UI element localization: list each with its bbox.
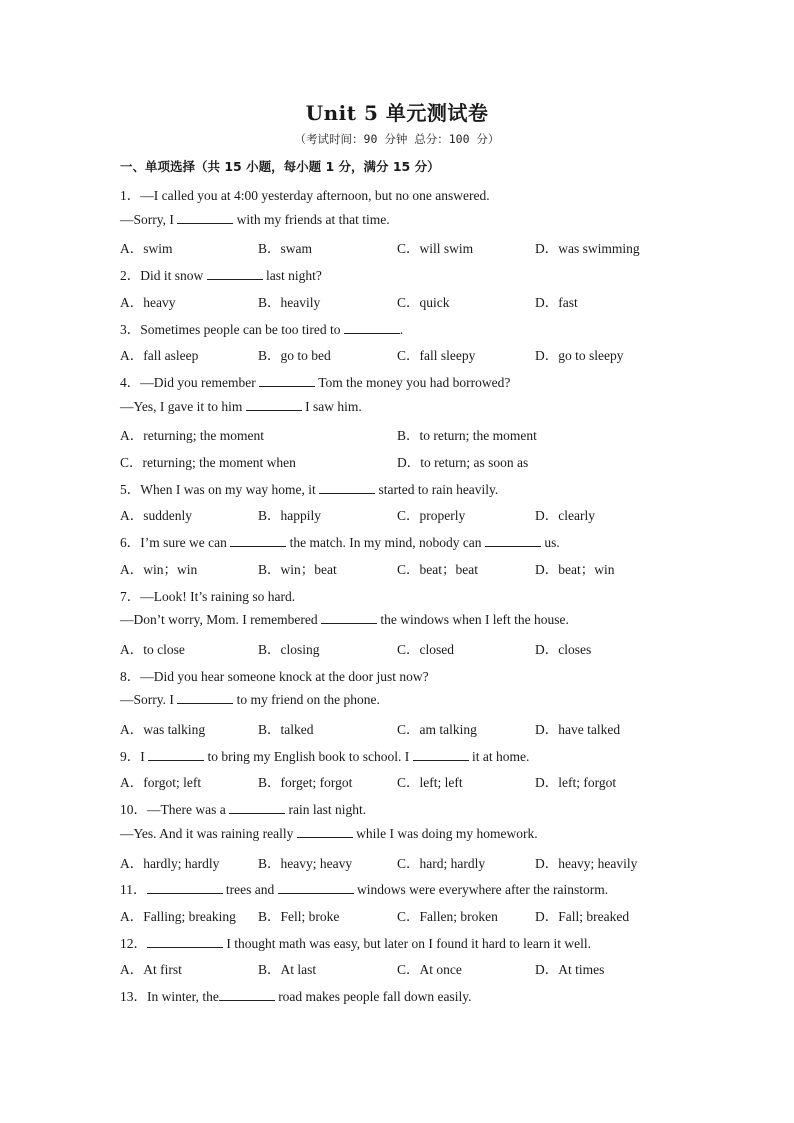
question-text: to my friend on the phone. xyxy=(233,692,380,708)
question-text: last night? xyxy=(262,268,322,284)
question-4-line xyxy=(120,398,362,415)
answer-option: B．go to bed xyxy=(258,348,331,364)
answer-blank xyxy=(230,534,286,547)
question-text: while I was doing my homework. xyxy=(352,825,538,841)
answer-option: A．suddenly xyxy=(120,508,192,524)
question-12-line xyxy=(120,932,591,952)
answer-blank xyxy=(207,267,263,280)
answer-option: D．to return; as soon as xyxy=(397,455,529,470)
section-heading: 一、单项选择（共 15 小题，每小题 1 分，满分 15 分） xyxy=(120,159,440,174)
answer-option: A．heavy xyxy=(120,294,176,310)
answer-option: A．returning; the moment xyxy=(120,428,264,444)
question-11-line xyxy=(120,878,608,898)
question-text: trees and xyxy=(222,882,278,898)
answer-option: A．swim xyxy=(120,241,173,257)
answer-blank xyxy=(321,611,377,624)
question-6-line xyxy=(120,531,560,551)
answer-blank xyxy=(297,825,353,838)
question-text: —Yes. And it was raining really xyxy=(120,825,297,841)
answer-blank xyxy=(148,748,204,761)
answer-blank xyxy=(229,801,285,814)
answer-option: B．heavily xyxy=(258,294,321,310)
question-text: —Sorry. I xyxy=(120,692,178,708)
question-10-line xyxy=(120,825,538,842)
question-text: started to rain heavily. xyxy=(375,481,499,497)
answer-blank xyxy=(485,534,541,547)
question-text: windows were everywhere after the rainstorm. xyxy=(353,882,609,898)
answer-blank xyxy=(259,374,315,387)
question-2-line xyxy=(120,264,322,284)
answer-blank xyxy=(177,691,233,704)
answer-blank xyxy=(278,881,354,894)
question-1-line xyxy=(120,184,490,204)
question-text: the windows when I left the house. xyxy=(376,612,569,628)
question-10-line xyxy=(120,798,366,818)
question-4-line xyxy=(120,371,510,391)
answer-option: B．Fell; broke xyxy=(258,908,340,924)
question-text: —Don’t worry, Mom. I remembered xyxy=(120,612,321,628)
answer-option: A．fall asleep xyxy=(120,348,199,364)
answer-option: B．win；beat xyxy=(258,561,337,577)
answer-option: C．At once xyxy=(397,962,462,978)
answer-blank xyxy=(177,211,233,224)
answer-option: D．Fall; breaked xyxy=(535,908,630,924)
answer-option: A．Falling; breaking xyxy=(120,908,236,924)
answer-blank xyxy=(147,935,223,948)
answer-blank xyxy=(344,321,400,334)
question-3-line xyxy=(120,318,403,338)
answer-option: B．At last xyxy=(258,962,317,978)
question-text: I saw him. xyxy=(301,398,362,414)
answer-option: B．swam xyxy=(258,241,312,257)
answer-option: D．fast xyxy=(535,294,578,310)
question-13-line xyxy=(120,985,472,1005)
question-text: it at home. xyxy=(468,748,530,764)
answer-option: C．returning; the moment when xyxy=(120,455,296,470)
answer-option: C．will swim xyxy=(397,241,474,257)
question-text: 5．When I was on my way home, it xyxy=(120,481,320,497)
question-text: 10．—There was a xyxy=(120,802,230,818)
answer-option: A．hardly; hardly xyxy=(120,855,220,871)
question-text: I thought math was easy, but later on I found it hard to learn it well. xyxy=(223,935,592,951)
answer-option: C．properly xyxy=(397,508,466,524)
answer-blank xyxy=(219,988,275,1001)
answer-option: D．closes xyxy=(535,641,592,657)
answer-option: C．Fallen; broken xyxy=(397,908,498,924)
question-1-line xyxy=(120,211,390,228)
answer-option: A．was talking xyxy=(120,722,206,737)
question-7-line xyxy=(120,611,569,628)
answer-option: B．happily xyxy=(258,508,321,524)
question-5-line xyxy=(120,478,498,498)
answer-option: C．quick xyxy=(397,294,450,310)
question-text: 8．—Did you hear someone knock at the door just now? xyxy=(120,668,429,684)
question-text: —Sorry, I xyxy=(120,211,178,227)
question-8-line xyxy=(120,691,380,708)
answer-option: B．heavy; heavy xyxy=(258,855,353,871)
answer-option: D．heavy; heavily xyxy=(535,855,638,871)
question-text: with my friends at that time. xyxy=(233,211,390,227)
answer-option: D．have talked xyxy=(535,722,621,737)
question-text: 12． xyxy=(120,935,147,951)
exam-info: （考试时间：90 分钟 总分：100 分） xyxy=(294,132,500,146)
question-text: 11． xyxy=(120,882,147,898)
answer-option: B．closing xyxy=(258,641,320,657)
question-text: 7．—Look! It’s raining so hard. xyxy=(120,588,296,604)
answer-option: D．was swimming xyxy=(535,241,640,257)
question-text: 1．—I called you at 4:00 yesterday afternoon, but no one answered. xyxy=(120,188,490,203)
question-text: us. xyxy=(540,535,560,551)
question-text: rain last night. xyxy=(285,802,367,818)
answer-option: A．At first xyxy=(120,962,182,978)
question-9-line xyxy=(120,745,529,765)
question-text: 2．Did it snow xyxy=(120,268,207,284)
question-8-line xyxy=(120,665,429,685)
question-text: 3．Sometimes people can be too tired to xyxy=(120,321,344,337)
answer-option: D．At times xyxy=(535,962,605,978)
answer-option: B．to return; the moment xyxy=(397,428,537,444)
answer-option: A．forgot; left xyxy=(120,775,202,791)
answer-option: C．beat；beat xyxy=(397,561,478,577)
question-text: 9．I xyxy=(120,748,149,764)
question-text: 13．In winter, the xyxy=(120,989,219,1004)
answer-blank xyxy=(246,398,302,411)
page-title: Unit 5 单元测试卷 xyxy=(305,101,489,125)
question-text: —Yes, I gave it to him xyxy=(120,398,246,414)
answer-option: C．am talking xyxy=(397,722,477,737)
question-text: to bring my English book to school. I xyxy=(204,748,413,764)
answer-option: B．talked xyxy=(258,722,314,737)
answer-blank xyxy=(319,481,375,494)
answer-blank xyxy=(413,748,469,761)
question-text: road makes people fall down easily. xyxy=(274,989,472,1004)
answer-option: C．fall sleepy xyxy=(397,348,476,364)
question-text: . xyxy=(399,321,404,337)
answer-option: B．forget; forgot xyxy=(258,775,353,791)
answer-option: C．hard; hardly xyxy=(397,855,486,871)
question-text: the match. In my mind, nobody can xyxy=(286,535,485,551)
answer-blank xyxy=(147,881,223,894)
answer-option: C．left; left xyxy=(397,775,463,791)
answer-option: A．to close xyxy=(120,641,185,657)
answer-option: D．beat；win xyxy=(535,561,615,577)
question-7-line xyxy=(120,585,295,605)
question-text: 4．—Did you remember xyxy=(120,374,260,390)
answer-option: A．win；win xyxy=(120,561,198,577)
answer-option: C．closed xyxy=(397,641,454,657)
answer-option: D．clearly xyxy=(535,508,595,524)
question-text: Tom the money you had borrowed? xyxy=(315,374,511,390)
answer-option: D．left; forgot xyxy=(535,775,617,791)
answer-option: D．go to sleepy xyxy=(535,348,624,364)
question-text: 6．I’m sure we can xyxy=(120,535,231,551)
